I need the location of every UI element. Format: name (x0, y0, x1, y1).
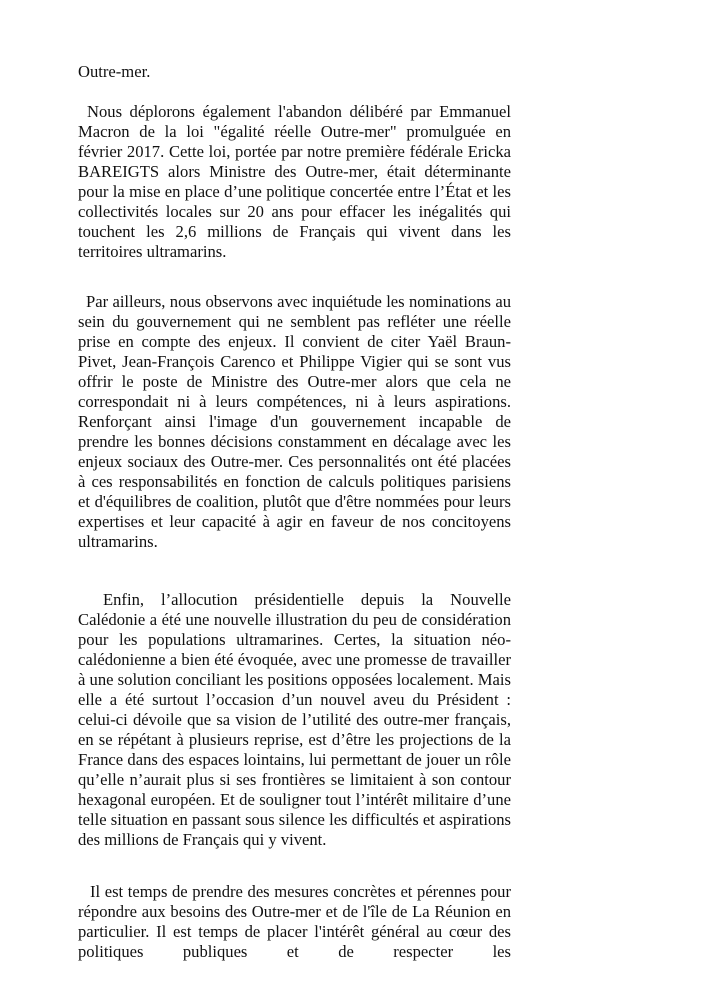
paragraph-egalite-reelle: Nous déplorons également l'abandon délibéré par Emmanuel Macron de la loi "égalité réelle Outre-mer" promulguée en février 2017. Cette loi, portée par notre première fédérale Ericka BAREIGTS alors Ministre des Outre-mer, était déterminante pour la mise en place d’une politique concertée entre l’État et les collectivités locales sur 20 ans pour effacer les inégalités qui touchent les 2,6 millions de Français qui vivent dans les territoires ultramarins. (78, 102, 511, 261)
paragraph-continuation: Outre-mer. (78, 62, 151, 81)
document-page (78, 62, 511, 962)
paragraph-mesures: Il est temps de prendre des mesures concrètes et pérennes pour répondre aux besoins des Outre-mer et de l'île de La Réunion en particulier. Il est temps de placer l'intérêt général au cœur des politiques publiques et de respecter les (78, 882, 511, 961)
paragraph-nominations: Par ailleurs, nous observons avec inquiétude les nominations au sein du gouvernement qui ne semblent pas refléter une réelle prise en compte des enjeux. Il convient de citer Yaël Braun-Pivet, Jean-François Carenco et Philippe Vigier qui se sont vus offrir le poste de Ministre des Outre-mer alors que cela ne correspondait ni à leurs compétences, ni à leurs aspirations. Renforçant ainsi l'image d'un gouvernement incapable de prendre les bonnes décisions constamment en décalage avec les enjeux sociaux des Outre-mer. Ces personnalités ont été placées à ces responsabilités en fonction de calculs politiques parisiens et d'équilibres de coalition, plutôt que d'être nommées pour leurs expertises et leur capacité à agir en faveur de nos concitoyens ultramarins. (78, 292, 511, 551)
paragraph-allocution: Enfin, l’allocution présidentielle depuis la Nouvelle Calédonie a été une nouvelle illustration du peu de considération pour les populations ultramarines. Certes, la situation néo-calédonienne a bien été évoquée, avec une promesse de travailler à une solution conciliant les positions opposées localement. Mais elle a été surtout l’occasion d’un nouvel aveu du Président : celui-ci dévoile que sa vision de l’utilité des outre-mer français, en se répétant à plusieurs reprise, est d’être les projections de la France dans des espaces lointains, lui permettant de jouer un rôle qu’elle n’aurait plus si ses frontières se limitaient à son contour hexagonal européen. Et de souligner tout l’intérêt militaire d’une telle situation en passant sous silence les difficultés et aspirations des millions de Français qui y vivent. (78, 590, 511, 849)
